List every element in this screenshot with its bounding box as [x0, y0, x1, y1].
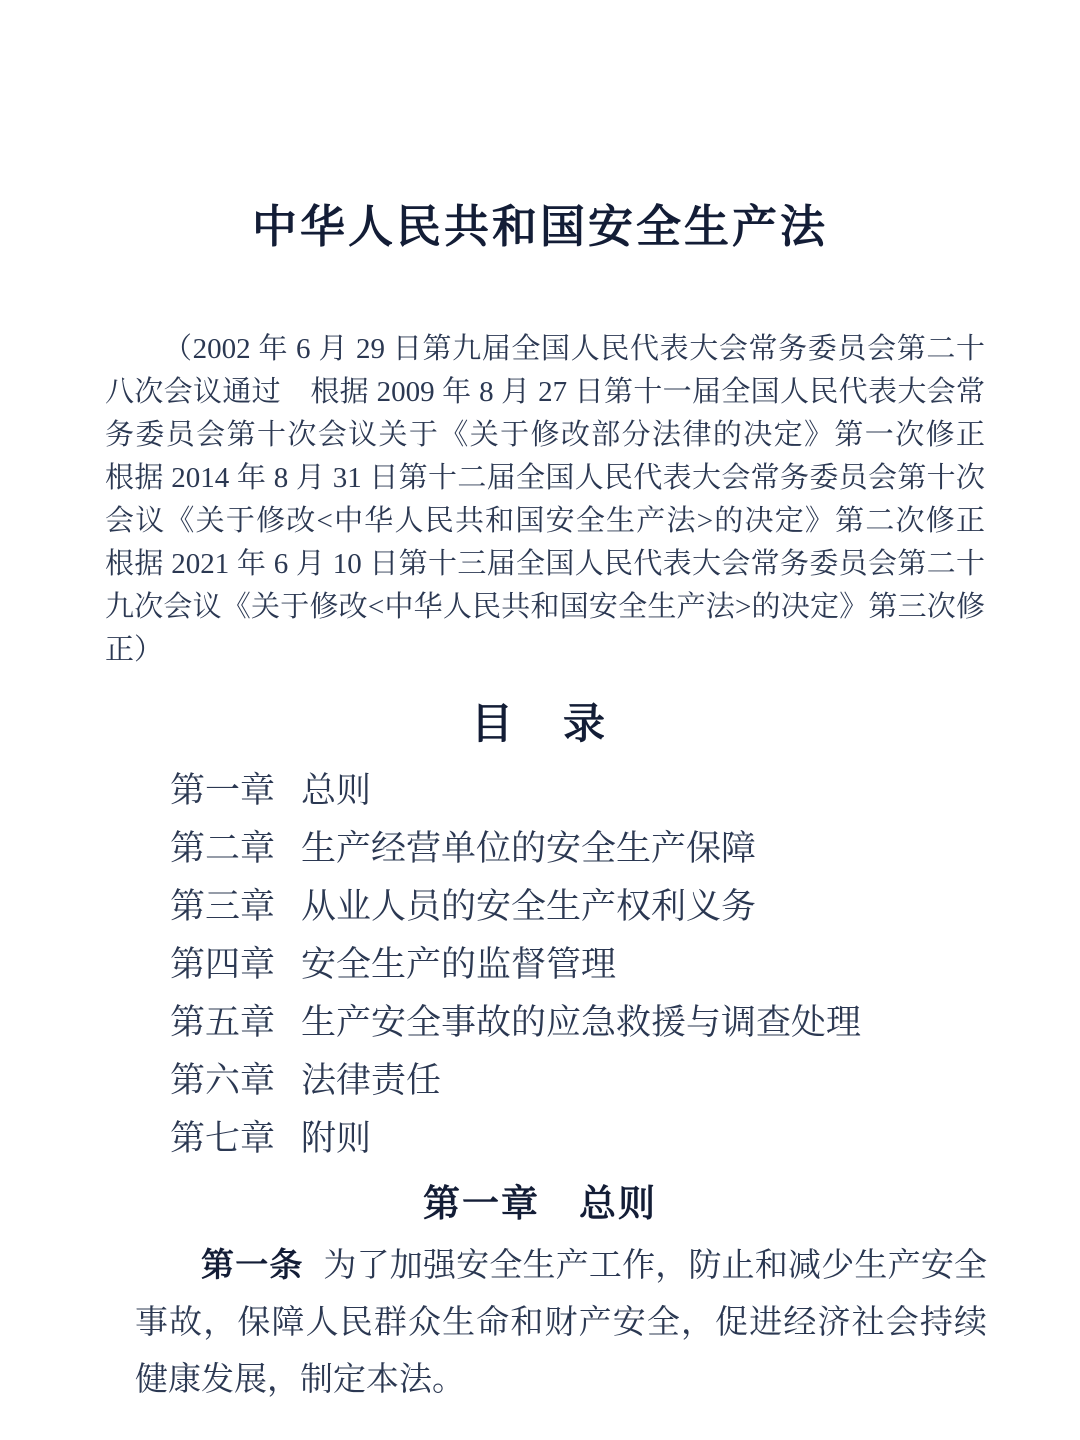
toc-heading: 目 录	[470, 700, 609, 747]
toc-item-number: 第一章	[170, 771, 276, 810]
toc-list	[170, 762, 1080, 1168]
toc-item-chapter-3	[170, 878, 1080, 936]
article-1-paragraph	[135, 1236, 987, 1409]
toc-item-chapter-4	[170, 936, 1080, 994]
toc-item-chapter-5	[170, 994, 1080, 1052]
toc-item-number: 第七章	[170, 1119, 276, 1158]
toc-item-number: 第三章	[170, 887, 276, 926]
toc-item-chapter-7	[170, 1110, 1080, 1168]
toc-item-number: 第四章	[170, 945, 276, 984]
enactment-note: （2002 年 6 月 29 日第九届全国人民代表大会常务委员会第二十八次会议通过 根据 2009 年 8 月 27 日第十一届全国人民代表大会常务委员会第十次会议关于《关于修改部分法律的决定》第一次修正 根据 2014 年 8 月 31 日第十二届全国人民代表大会常务委员会第十次会议《关于修改<中华人民共和国安全生产法>的决定》第二次修正 根据 2021 年 6 月 10 日第十三届全国人民代表大会常务委员会第二十九次会议《关于修改<中华人民共和国安全生产法>的决定》第三次修正）	[105, 333, 1015, 666]
toc-item-chapter-1	[170, 762, 1080, 820]
document-title: 中华人民共和国安全生产法	[251, 201, 828, 252]
toc-item-chapter-6	[170, 1052, 1080, 1110]
toc-item-title: 从业人员的安全生产权利义务	[301, 887, 757, 926]
article-1-number: 第一条	[201, 1246, 304, 1283]
toc-item-title: 安全生产的监督管理	[301, 945, 617, 984]
toc-item-title: 总则	[301, 771, 372, 810]
toc-item-number: 第六章	[170, 1061, 276, 1100]
toc-item-title: 生产安全事故的应急救援与调查处理	[301, 1003, 862, 1042]
chapter-1-heading: 第一章 总则	[423, 1183, 657, 1224]
toc-item-number: 第二章	[170, 829, 276, 868]
article-1-text: 为了加强安全生产工作，防止和减少生产安全事故，保障人民群众生命和财产安全，促进经济社会持续健康发展，制定本法。	[135, 1248, 988, 1398]
toc-item-title: 附则	[301, 1119, 372, 1158]
toc-item-chapter-2	[170, 820, 1080, 878]
toc-item-number: 第五章	[170, 1003, 276, 1042]
toc-item-title: 法律责任	[301, 1061, 442, 1100]
toc-item-title: 生产经营单位的安全生产保障	[301, 829, 757, 868]
